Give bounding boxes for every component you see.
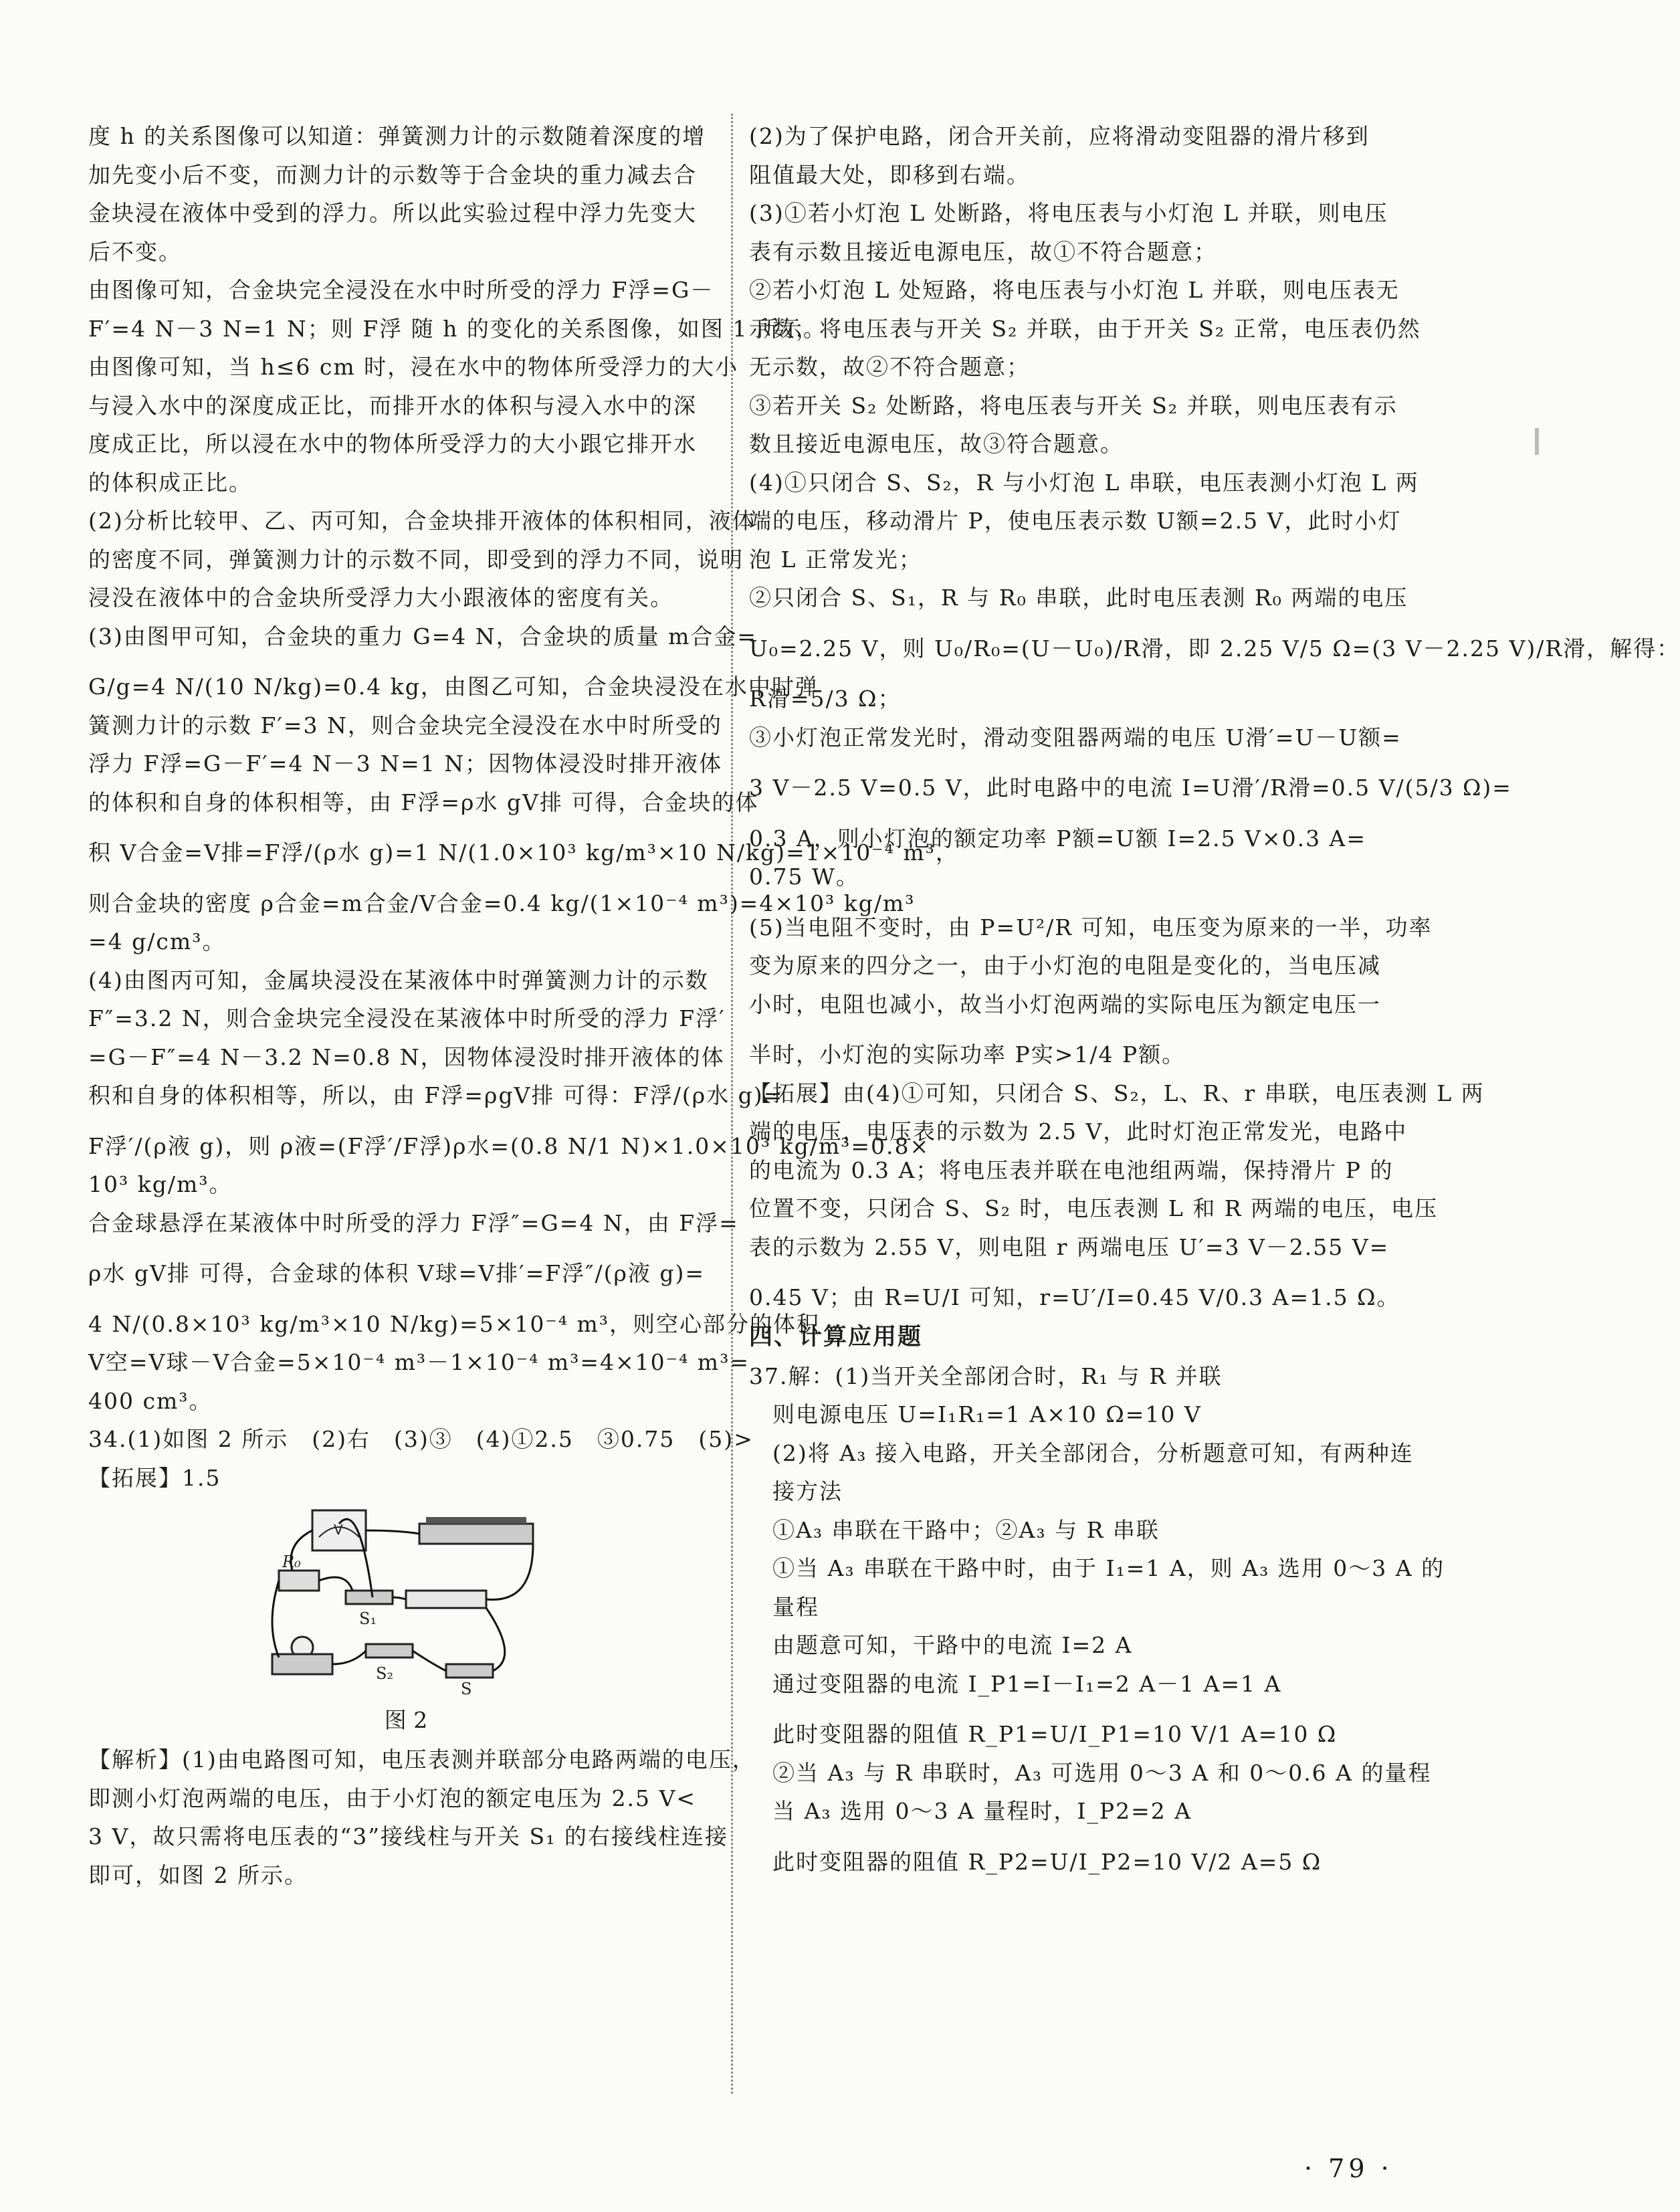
text-line: (2)分析比较甲、乙、丙可知，合金块排开液体的体积相同，液体 [88,508,756,534]
text-line: 量程 [749,1593,819,1620]
svg-text:V: V [334,1522,343,1538]
analysis-block [88,1740,756,1894]
text-line: 积和自身的体积相等，所以，由 F浮=ρgV排 可得：F浮/(ρ水 g)= [88,1082,784,1108]
text-line: F′=4 N－3 N=1 N；则 F浮 随 h 的变化的关系图像，如图 1 所示。 [88,315,827,342]
text-line: ③若开关 S₂ 处断路，将电压表与开关 S₂ 并联，则电压表有示 [749,392,1398,419]
text-line: 由图像可知，当 h≤6 cm 时，浸在水中的物体所受浮力的大小 [88,354,739,380]
text-line: 的电流为 0.3 A；将电压表并联在电池组两端，保持滑片 P 的 [749,1157,1394,1183]
text-line: 34.(1)如图 2 所示 (2)右 (3)③ (4)①2.5 ③0.75 (5)> [88,1426,754,1452]
text-line: 此时变阻器的阻值 R_P1=U/I_P1=10 V/1 A=10 Ω [749,1721,1338,1747]
text-line: 接方法 [749,1478,843,1504]
text-line: 示数，将电压表与开关 S₂ 并联，由于开关 S₂ 正常，电压表仍然 [749,315,1421,342]
text-line: 37.解：(1)当开关全部闭合时，R₁ 与 R 并联 [749,1363,1223,1389]
circuit-diagram [266,1504,553,1698]
text-line: R滑=5/3 Ω； [749,686,902,712]
text-line: 即可，如图 2 所示。 [88,1862,308,1888]
text-line: 10³ kg/m³。 [88,1171,233,1197]
text-line: 【拓展】1.5 [88,1464,221,1491]
calculation-block [749,1357,1445,1882]
rheostat-icon [419,1524,533,1544]
switch-s2-icon [366,1644,413,1657]
text-line: 泡 L 正常发光； [749,546,922,573]
text-line: 数且接近电源电压，故③符合题意。 [749,431,1124,457]
text-line: 阻值最大处，即移到右端。 [749,161,1030,188]
text-line: 400 cm³。 [88,1387,213,1414]
text-line: 端的电压，移动滑片 P，使电压表示数 U额=2.5 V，此时小灯 [749,508,1402,534]
text-line: ②若小灯泡 L 处短路，将电压表与小灯泡 L 并联，则电压表无 [749,277,1400,303]
label-s2: S₂ [376,1664,394,1683]
label-s: S [461,1680,472,1698]
text-line: 4 N/(0.8×10³ kg/m³×10 N/kg)=5×10⁻⁴ m³，则空心部分的体积 [88,1310,821,1337]
text-line: G/g=4 N/(10 N/kg)=0.4 kg，由图乙可知，合金块浸没在水中时弹 [88,674,819,700]
text-line: ③小灯泡正常发光时，滑动变阻器两端的电压 U滑′=U－U额= [749,724,1402,750]
figure-caption: 图 2 [384,1707,428,1733]
text-line: 3 V－2.5 V=0.5 V，此时电路中的电流 I=U滑′/R滑=0.5 V/(5/3 Ω)= [749,775,1512,801]
text-line: 积 V合金=V排=F浮/(ρ水 g)=1 N/(1.0×10³ kg/m³×10 N/kg)=1×10⁻⁴ m³， [88,839,959,866]
switch-s-icon [446,1664,493,1678]
text-line: 的体积成正比。 [88,469,252,496]
switch-s1-icon [346,1591,393,1604]
text-line: 此时变阻器的阻值 R_P2=U/I_P2=10 V/2 A=5 Ω [749,1848,1322,1875]
right-text-block [749,117,1680,1317]
text-line: 位置不变，只闭合 S、S₂ 时，电压表测 L 和 R 两端的电压，电压 [749,1195,1439,1221]
text-line: 【拓展】由(4)①可知，只闭合 S、S₂，L、R、r 串联，电压表测 L 两 [749,1080,1485,1106]
text-line: (2)将 A₃ 接入电路，开关全部闭合，分析题意可知，有两种连 [749,1439,1414,1466]
page-number: · 79 · [1304,2154,1393,2183]
right-column [749,117,1680,1881]
text-line: 无示数，故②不符合题意； [749,354,1030,380]
circuit-figure [266,1504,553,1740]
text-line: 0.75 W。 [749,864,859,890]
text-line: 簧测力计的示数 F′=3 N，则合金块完全浸没在水中时所受的 [88,712,722,738]
text-line: 则电源电压 U=I₁R₁=1 A×10 Ω=10 V [749,1401,1202,1427]
text-line: ①A₃ 串联在干路中；②A₃ 与 R 串联 [749,1516,1160,1543]
text-line: 度 h 的关系图像可以知道：弹簧测力计的示数随着深度的增 [88,123,706,149]
text-line: 0.3 A，则小灯泡的额定功率 P额=U额 I=2.5 V×0.3 A= [749,825,1367,851]
label-s1: S₁ [359,1609,377,1628]
text-line: U₀=2.25 V，则 U₀/R₀=(U－U₀)/R滑，即 2.25 V/5 Ω=(3 V－2.25 V)/R滑，解得： [749,635,1680,662]
text-line: ①当 A₃ 串联在干路中时，由于 I₁=1 A，则 A₃ 选用 0～3 A 的 [749,1555,1445,1581]
text-line: 浮力 F浮=G－F′=4 N－3 N=1 N；因物体浸没时排开液体 [88,750,723,777]
text-line: 加先变小后不变，而测力计的示数等于合金块的重力减去合 [88,161,697,188]
text-line: F浮′/(ρ液 g)，则 ρ液=(F浮′/F浮)ρ水=(0.8 N/1 N)×1.0×10³ kg/m³=0.8× [88,1132,930,1159]
text-line: 0.45 V；由 R=U/I 可知，r=U′/I=0.45 V/0.3 A=1.5 Ω。 [749,1284,1400,1310]
text-line: 【解析】(1)由电路图可知，电压表测并联部分电路两端的电压， [88,1746,756,1773]
text-line: 表有示数且接近电源电压，故①不符合题意； [749,238,1217,265]
text-line: 浸没在液体中的合金块所受浮力大小跟液体的密度有关。 [88,585,673,611]
section-heading: 四、计算应用题 [749,1322,923,1350]
text-line: 合金球悬浮在某液体中时所受的浮力 F浮″=G=4 N，由 F浮= [88,1209,739,1236]
text-line: (3)由图甲可知，合金块的重力 G=4 N，合金块的质量 m合金= [88,623,758,649]
text-line: ρ水 gV排 可得，合金球的体积 V球=V排′=F浮″/(ρ液 g)= [88,1260,706,1286]
resistor-r0-icon [279,1571,319,1591]
text-line: 半时，小灯泡的实际功率 P实>1/4 P额。 [749,1041,1186,1068]
text-line: V空=V球－V合金=5×10⁻⁴ m³－1×10⁻⁴ m³=4×10⁻⁴ m³= [88,1349,750,1375]
text-line: 金块浸在液体中受到的浮力。所以此实验过程中浮力先变大 [88,200,697,226]
text-line: =4 g/cm³。 [88,928,226,954]
text-line: 即测小灯泡两端的电压，由于小灯泡的额定电压为 2.5 V< [88,1785,696,1811]
text-line: ②只闭合 S、S₁，R 与 R₀ 串联，此时电压表测 R₀ 两端的电压 [749,585,1408,611]
text-line: 端的电压，电压表的示数为 2.5 V，此时灯泡正常发光，电路中 [749,1118,1408,1144]
label-r0: R₀ [282,1552,301,1571]
text-line: 度成正比，所以浸在水中的物体所受浮力的大小跟它排开水 [88,431,697,457]
text-line: 通过变阻器的电流 I_P1=I－I₁=2 A－1 A=1 A [749,1670,1282,1697]
text-line: 的密度不同，弹簧测力计的示数不同，即受到的浮力不同，说明 [88,546,744,573]
text-line: 3 V，故只需将电压表的“3”接线柱与开关 S₁ 的右接线柱连接 [88,1823,728,1849]
text-line: 的体积和自身的体积相等，由 F浮=ρ水 gV排 可得，合金块的体 [88,789,759,815]
text-line: 后不变。 [88,238,182,265]
battery-icon [406,1591,486,1608]
text-line: 与浸入水中的深度成正比，而排开水的体积与浸入水中的深 [88,392,697,419]
margin-mark [1535,428,1539,455]
text-line: (4)由图丙可知，金属块浸没在某液体中时弹簧测力计的示数 [88,967,709,993]
text-line: 由图像可知，合金块完全浸没在水中时所受的浮力 F浮=G－ [88,277,714,303]
text-line: F″=3.2 N，则合金块完全浸没在某液体中时所受的浮力 F浮′ [88,1005,726,1031]
text-line: 当 A₃ 选用 0～3 A 量程时，I_P2=2 A [749,1798,1192,1824]
text-line: 则合金块的密度 ρ合金=m合金/V合金=0.4 kg/(1×10⁻⁴ m³)=4×10³ kg/m³ [88,890,916,916]
text-line: (5)当电阻不变时，由 P=U²/R 可知，电压变为原来的一半，功率 [749,914,1433,940]
text-line: 变为原来的四分之一，由于小灯泡的电阻是变化的，当电压减 [749,952,1381,979]
text-line: 小时，电阻也减小，故当小灯泡两端的实际电压为额定电压一 [749,991,1381,1017]
text-line: (4)①只闭合 S、S₂，R 与小灯泡 L 串联，电压表测小灯泡 L 两 [749,469,1419,496]
text-line: (3)①若小灯泡 L 处断路，将电压表与小灯泡 L 并联，则电压 [749,200,1388,226]
text-line: 由题意可知，干路中的电流 I=2 A [749,1632,1133,1658]
text-line: 表的示数为 2.55 V，则电阻 r 两端电压 U′=3 V－2.55 V= [749,1233,1390,1260]
text-line: (2)为了保护电路，闭合开关前，应将滑动变阻器的滑片移到 [749,123,1370,149]
text-line: ②当 A₃ 与 R 串联时，A₃ 可选用 0～3 A 和 0～0.6 A 的量程 [749,1759,1432,1786]
text-line: =G－F″=4 N－3.2 N=0.8 N，因物体浸没时排开液体的体 [88,1043,725,1070]
